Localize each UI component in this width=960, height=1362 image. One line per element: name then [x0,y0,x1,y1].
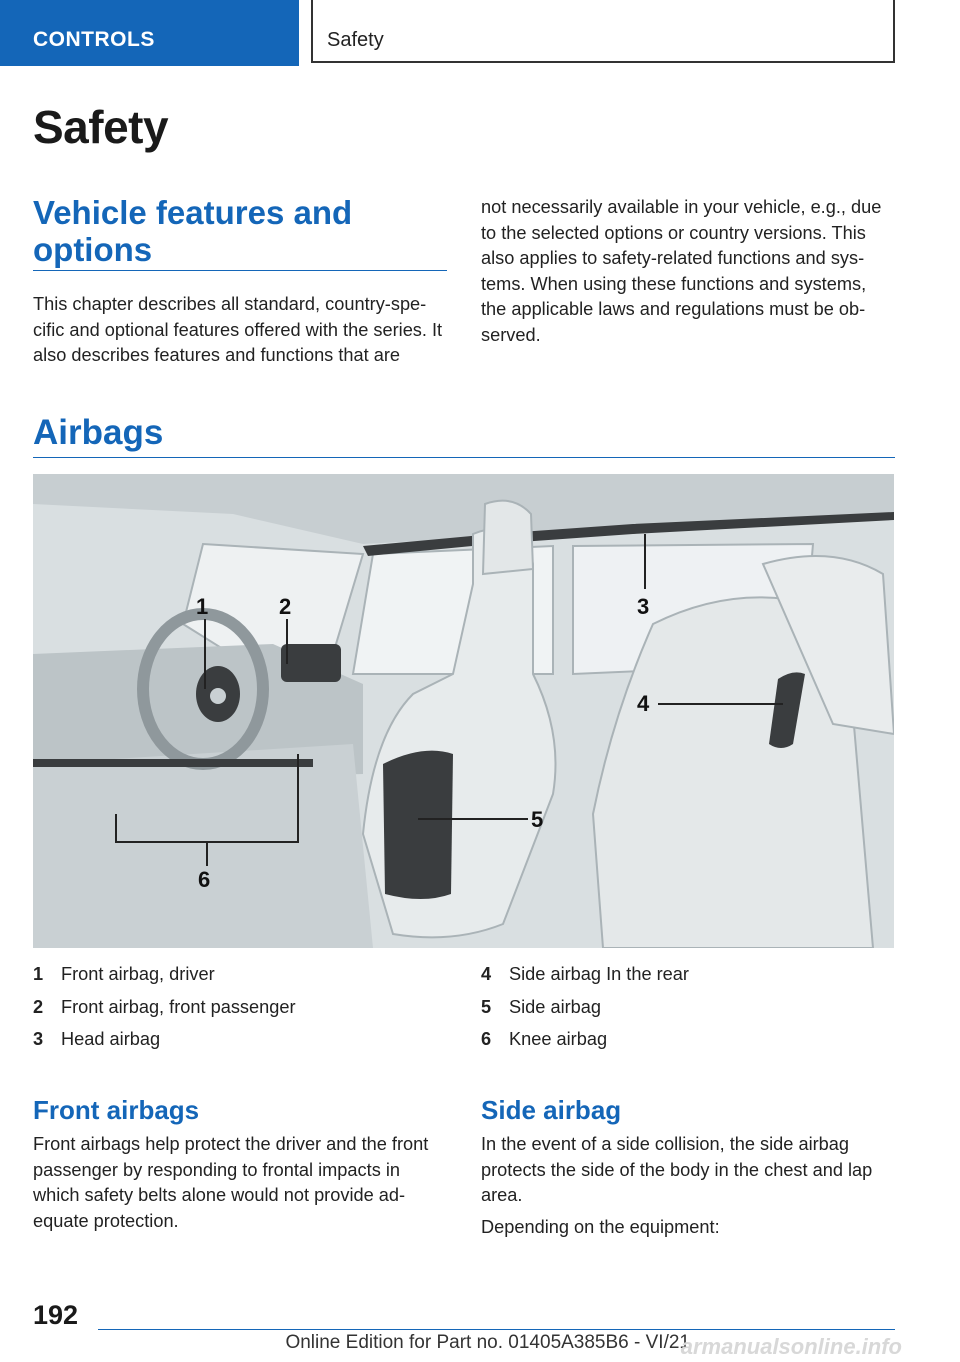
legend-number: 4 [481,964,492,984]
footer-edition: Online Edition for Part no. 01405A385B6 - VI/21 [285,1332,690,1353]
legend-text: Front airbag, driver [61,964,215,984]
legend-text: Side airbag [509,996,602,1017]
legend-text: Head airbag [61,1029,161,1049]
page-title: Safety [33,101,169,153]
legend-item [481,1028,895,1061]
legend-item [481,996,895,1029]
legend-number: 2 [33,996,44,1017]
legend-number: 1 [33,964,44,984]
airbags-rule [33,457,895,458]
side-airbag-text: In the event of a side collision, the side airbag protects the side of the body in the chest and lap area. [481,1134,873,1205]
chapter-tab-label: CONTROLS [33,28,155,51]
airbag-illustration [33,474,894,948]
legend-number: 6 [481,1029,492,1049]
side-airbag-heading: Side airbag [481,1095,622,1125]
figure-label-6: 6 [198,867,211,892]
legend-item [33,996,453,1029]
section-tab-label: Safety [327,29,384,51]
page-number: 192 [33,1300,79,1330]
chapter-tab[interactable] [0,0,299,66]
legend-text: Knee airbag [509,1029,608,1049]
legend-item [33,1028,453,1061]
airbags-heading: Airbags [33,413,164,452]
vehicle-features-text-left: This chapter describes all standard, country-spe-cific and optional features offered with the series. It also describes features and functions that are [33,294,443,365]
legend-text: Front airbag, front passenger [61,996,296,1017]
vehicle-features-heading: Vehicle features and options [33,194,353,268]
legend-item [33,963,453,996]
figure-label-2: 2 [279,594,292,619]
front-airbags-text: Front airbags help protect the driver and the front passenger by responding to frontal impacts in which safety belts alone would not provide ad-equate protection. [33,1134,429,1231]
front-airbags-heading: Front airbags [33,1095,200,1125]
footer-rule [98,1329,895,1330]
figure-label-1: 1 [196,594,209,619]
figure-label-4: 4 [637,691,650,716]
watermark: armanualsonline.info [680,1334,902,1359]
airbag-legend-left [33,963,453,1061]
car-interior-drawing [33,474,894,948]
section-tab[interactable] [311,0,895,63]
legend-text: Side airbag In the rear [509,964,689,984]
legend-item [481,963,895,996]
figure-label-5: 5 [531,807,544,832]
legend-number: 5 [481,996,492,1017]
airbag-legend-right [481,963,895,1061]
vehicle-features-rule [33,270,447,271]
figure-label-3: 3 [637,594,650,619]
vehicle-features-text-right: not necessarily available in your vehicle, e.g., due to the selected options or country versions. This also applies to safety-related functions and sys-tems. When using these functions and systems, the applicable laws and regulations must be ob-served. [481,197,882,345]
side-airbag-text-equipment: Depending on the equipment: [481,1217,720,1237]
legend-number: 3 [33,1029,44,1049]
